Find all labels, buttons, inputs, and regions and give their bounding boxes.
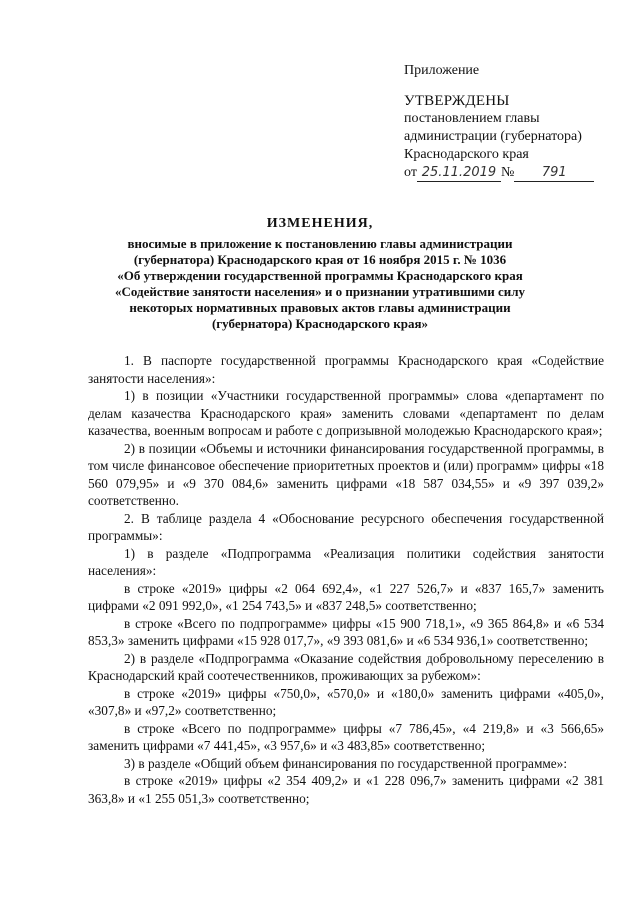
heading-line: «Содействие занятости населения» и о признании утратившими силу [115, 284, 525, 299]
body-paragraph: в строке «Всего по подпрограмме» цифры «15 900 718,1», «9 365 864,8» и «6 534 853,3» заменить цифрами «15 928 017,7», «9 393 081,6» и «6 534 936,1» соответственно; [88, 615, 604, 648]
heading-line: (губернатора) Краснодарского края от 16 ноября 2015 г. № 1036 [133, 252, 507, 267]
approved-label: УТВЕРЖДЕНЫ [404, 93, 510, 109]
heading-line: вносимые в приложение к постановлению главы администрации [127, 236, 513, 251]
body-paragraph: 1) в позиции «Участники государственной программы» слова «департамент по делам казачества Краснодарского края» заменить словами «департамент по делам казачества, военным вопросам и работе с допризывной молодежью Краснодарского края»; [88, 388, 604, 438]
heading-line: некоторых нормативных правовых актов главы администрации [129, 300, 511, 315]
body-paragraph: 1. В паспорте государственной программы Краснодарского края «Содействие занятости населения»: [88, 353, 604, 386]
approval-line-1: постановлением главы [404, 111, 540, 126]
handwritten-date: 25.11.2019 [417, 165, 501, 182]
approval-line-2: администрации (губернатора) [404, 129, 582, 144]
body-paragraph: 3) в разделе «Общий объем финансирования по государственной программе»: [124, 755, 568, 771]
approval-line-3: Краснодарского края [404, 147, 529, 162]
heading-title: ИЗМЕНЕНИЯ, [266, 216, 374, 231]
appendix-label: Приложение [404, 63, 480, 78]
number-prefix: № [500, 165, 515, 180]
approval-block [404, 62, 614, 182]
body-paragraph: 2) в позиции «Объемы и источники финансирования государственной программы, в том числе финансовое обеспечение приоритетных проектов и (или) программ» цифры «18 560 079,95» и «9 370 084,6» заменить цифрами «18 587 034,55» и «9 397 039,2» соответственно. [88, 440, 604, 508]
body-paragraph: 2. В таблице раздела 4 «Обоснование ресурсного обеспечения государственной программы»: [88, 510, 604, 543]
heading-line: (губернатора) Краснодарского края» [211, 316, 429, 331]
heading-line: «Об утверждении государственной программы Краснодарского края [117, 268, 523, 283]
body-paragraph: в строке «2019» цифры «750,0», «570,0» и «180,0» заменить цифрами «405,0», «307,8» и «97,2» соответственно; [88, 685, 604, 718]
handwritten-number: 791 [514, 165, 594, 182]
date-prefix: от [404, 165, 417, 180]
body-paragraph: в строке «2019» цифры «2 064 692,4», «1 227 526,7» и «837 165,7» заменить цифрами «2 091 992,0», «1 254 743,5» и «837 248,5» соответственно; [88, 580, 604, 613]
body-paragraph: в строке «Всего по подпрограмме» цифры «7 786,45», «4 219,8» и «3 566,65» заменить цифрами «7 441,45», «3 957,6» и «3 483,85» соответственно; [88, 720, 604, 753]
date-number-line [404, 164, 614, 182]
body-paragraph: 2) в разделе «Подпрограмма «Оказание содействия добровольному переселению в Краснодарский край соотечественников, проживающих за рубежом»: [88, 650, 604, 683]
body-paragraph: в строке «2019» цифры «2 354 409,2» и «1 228 096,7» заменить цифрами «2 381 363,8» и «1 255 051,3» соответственно; [88, 773, 604, 806]
document-body [88, 352, 604, 807]
body-paragraph: 1) в разделе «Подпрограмма «Реализация политики содействия занятости населения»: [88, 545, 604, 578]
document-heading [90, 216, 550, 332]
